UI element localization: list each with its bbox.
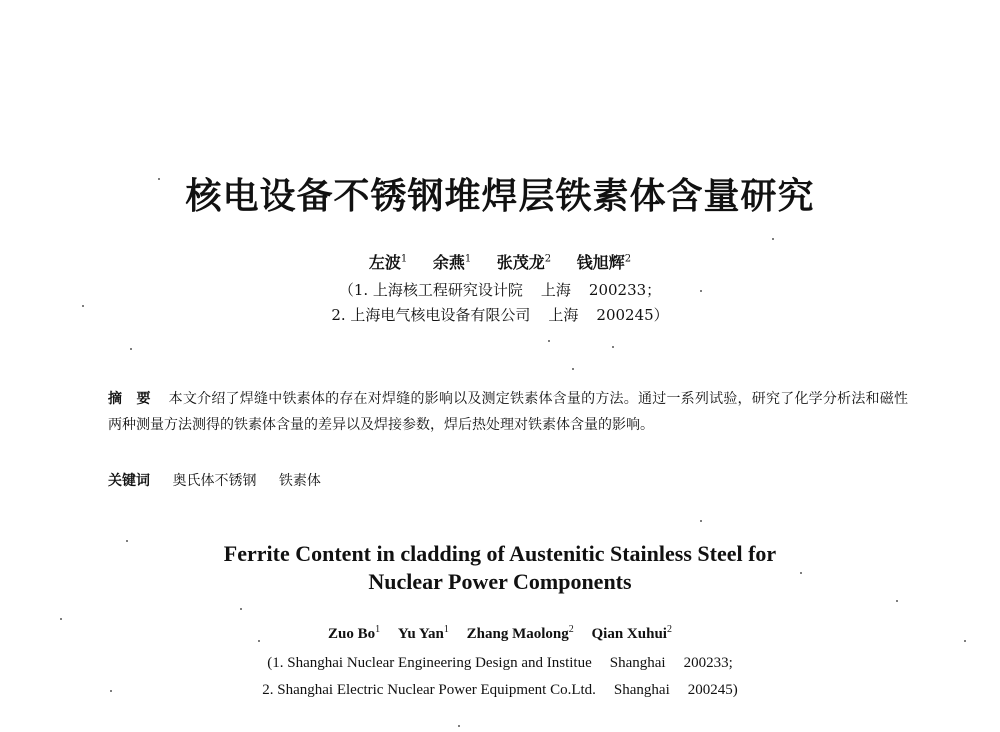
scan-speck xyxy=(772,238,774,240)
english-title-line-2: Nuclear Power Components xyxy=(368,569,632,594)
scan-speck xyxy=(896,600,898,602)
author-en: Zuo Bo$^1$ xyxy=(328,624,381,642)
keyword: 铁素体 xyxy=(278,473,321,489)
english-title xyxy=(0,540,1000,596)
chinese-title: 核电设备不锈钢堆焊层铁素体含量研究 xyxy=(185,175,815,217)
keywords-label: 关键词 xyxy=(108,473,150,489)
keywords xyxy=(108,470,339,490)
scan-speck xyxy=(700,520,702,522)
english-affiliation-2: 2. Shanghai Electric Nuclear Power Equipment Co.Ltd. Shanghai 200245) xyxy=(262,682,738,698)
english-title-line-1: Ferrite Content in cladding of Austenitic Stainless Steel for xyxy=(223,541,777,566)
abstract-label: 摘 要 xyxy=(108,391,151,407)
scan-speck xyxy=(572,368,574,370)
author-en: Zhang Maolong$^2$ xyxy=(466,624,574,642)
chinese-affiliation-2: 2. 上海电气核电设备有限公司 上海 200245） xyxy=(331,306,669,324)
chinese-authors xyxy=(0,250,1000,273)
scan-speck xyxy=(130,348,132,350)
scan-speck xyxy=(548,340,550,342)
author-cn: 左波$^1$ xyxy=(368,253,408,272)
abstract xyxy=(108,386,908,438)
scan-speck xyxy=(60,618,62,620)
author-cn: 张茂龙$^2$ xyxy=(496,253,552,272)
author-cn: 钱旭辉$^2$ xyxy=(576,253,632,272)
author-cn: 余燕$^1$ xyxy=(432,253,472,272)
scan-speck xyxy=(612,346,614,348)
scan-speck xyxy=(240,608,242,610)
english-affiliation-1: (1. Shanghai Nuclear Engineering Design and Institue Shanghai 200233; xyxy=(267,655,733,671)
chinese-affiliation-1: （1. 上海核工程研究设计院 上海 200233； xyxy=(338,281,662,299)
english-authors xyxy=(0,624,1000,643)
author-en: Qian Xuhui$^2$ xyxy=(591,624,672,642)
scan-speck xyxy=(458,725,460,727)
keyword: 奥氏体不锈钢 xyxy=(172,473,257,489)
abstract-text: 本文介绍了焊缝中铁素体的存在对焊缝的影响以及测定铁素体含量的方法。通过一系列试验，研究了化学分析法和磁性两种测量方法测得的铁素体含量的差异以及焊接参数，焊后热处理对铁素体含量的影响。 xyxy=(108,391,909,433)
author-en: Yu Yan$^1$ xyxy=(397,624,449,642)
